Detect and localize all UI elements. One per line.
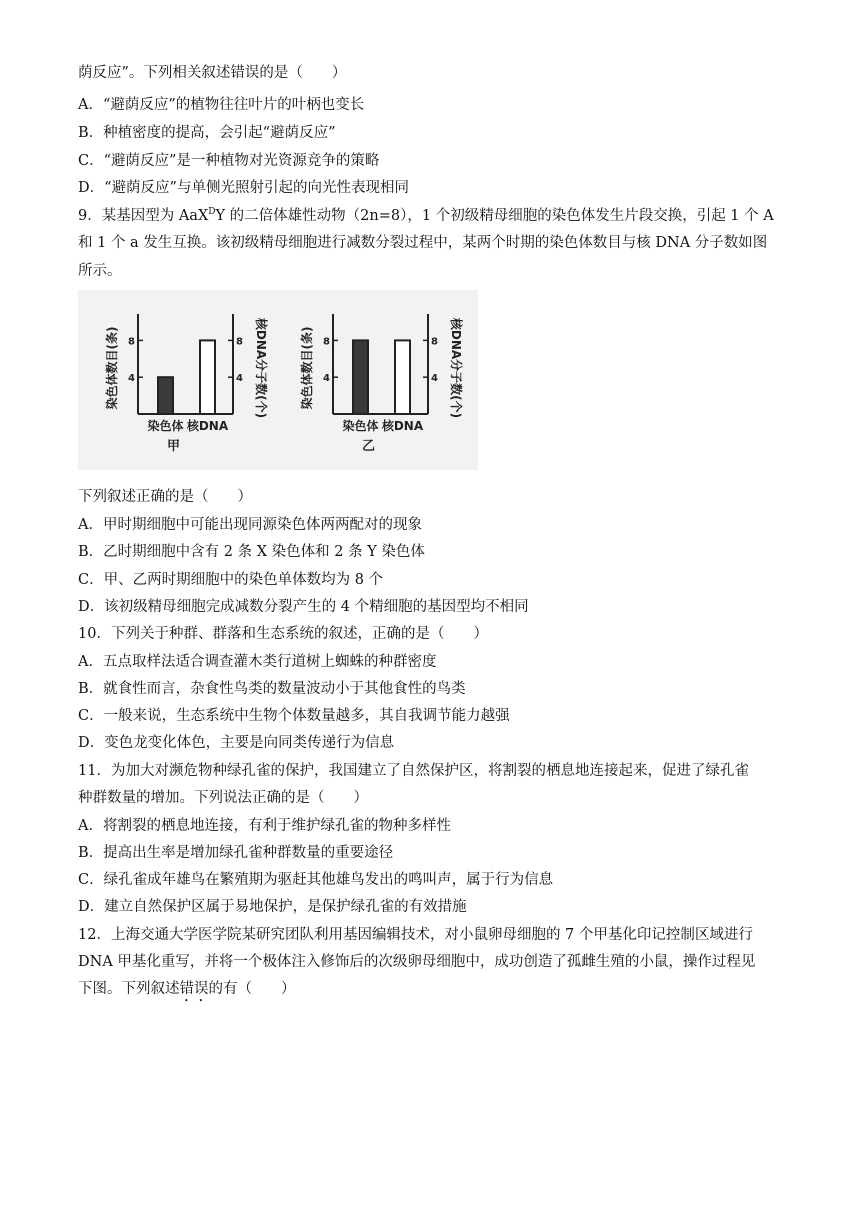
q12-stem-line3 [78, 980, 296, 1005]
q11-option-c: C．绿孔雀成年雄鸟在繁殖期为驱赶其他雄鸟发出的鸣叫声，属于行为信息 [78, 872, 554, 888]
category-label: 核DNA [381, 419, 424, 433]
q9-stem-part1: 9．某基因型为 AaX [78, 208, 209, 224]
y-axis-label-left: 染色体数目(条) [300, 326, 314, 410]
q9-question: 下列叙述正确的是（ ） [78, 489, 252, 505]
tick-label-left: 4 [323, 373, 330, 385]
category-label: 染色体 [147, 419, 184, 433]
tick-label-left: 4 [128, 373, 135, 385]
y-axis-label-right: 核DNA分子数(个) [449, 317, 463, 419]
tick-label-left: 8 [128, 336, 135, 348]
q9-stem-line3: 所示。 [78, 263, 122, 279]
q11-option-a: A．将割裂的栖息地连接，有利于维护绿孔雀的物种多样性 [78, 818, 451, 834]
q10-option-b: B．就食性而言，杂食性鸟类的数量波动小于其他食性的鸟类 [78, 681, 466, 697]
bar-chromosome [353, 340, 368, 414]
q9-stem-line2: 和 1 个 a 发生互换。该初级精母细胞进行减数分裂过程中，某两个时期的染色体数目与核 DNA 分子数如图 [78, 235, 768, 251]
q8-option-c: C．“避荫反应”是一种植物对光资源竞争的策略 [78, 153, 380, 169]
q11-stem-line1: 11．为加大对濒危物种绿孔雀的保护，我国建立了自然保护区，将割裂的栖息地连接起来，促进了绿孔雀 [78, 763, 749, 779]
q10-stem: 10．下列关于种群、群落和生态系统的叙述，正确的是（ ） [78, 626, 488, 642]
tick-label-left: 8 [323, 336, 330, 348]
category-label: 染色体 [342, 419, 379, 433]
y-axis-label-left: 染色体数目(条) [105, 326, 119, 410]
q9-figure [78, 290, 478, 470]
q12-stem-line2: DNA 甲基化重写，并将一个极体注入修饰后的次级卵母细胞中，成功创造了孤雌生殖的小鼠，操作过程见 [78, 954, 756, 970]
tick-label-right: 4 [236, 373, 243, 385]
y-axis-label-right: 核DNA分子数(个) [254, 317, 268, 419]
q8-stem-tail: 荫反应”。下列相关叙述错误的是（ ） [78, 65, 347, 81]
q12-emphasis: 错误 [179, 981, 209, 997]
tick-label-right: 8 [236, 336, 243, 348]
bar-nuclear-dna [200, 340, 215, 414]
q11-option-d: D．建立自然保护区属于易地保护，是保护绿孔雀的有效措施 [78, 899, 467, 915]
q12-stem-part1: 下图。下列叙述 [78, 981, 180, 997]
q12-stem-line1: 12．上海交通大学医学院某研究团队利用基因编辑技术，对小鼠卵母细胞的 7 个甲基化印记控制区域进行 [78, 927, 753, 943]
q9-option-c: C．甲、乙两时期细胞中的染色单体数均为 8 个 [78, 572, 384, 588]
q12-stem-part2: 的有（ ） [208, 981, 296, 997]
chart-caption: 甲 [166, 439, 181, 454]
bar-chromosome [158, 377, 173, 414]
q9-stem-line1 [78, 207, 774, 225]
q11-option-b: B．提高出生率是增加绿孔雀种群数量的重要途径 [78, 845, 394, 861]
q9-option-d: D．该初级精母细胞完成减数分裂产生的 4 个精细胞的基因型均不相同 [78, 599, 529, 615]
q10-option-c: C．一般来说，生态系统中生物个体数量越多，其自我调节能力越强 [78, 708, 510, 724]
tick-label-right: 4 [431, 373, 438, 385]
category-label: 核DNA [186, 419, 229, 433]
q10-option-a: A．五点取样法适合调查灌木类行道树上蜘蛛的种群密度 [78, 654, 437, 670]
q8-option-d: D．“避荫反应”与单侧光照射引起的向光性表现相同 [78, 180, 409, 196]
q9-option-b: B．乙时期细胞中含有 2 条 X 染色体和 2 条 Y 染色体 [78, 544, 425, 560]
q8-option-b: B．种植密度的提高，会引起“避荫反应” [78, 125, 336, 141]
tick-label-right: 8 [431, 336, 438, 348]
q9-stem-part2: Y 的二倍体雄性动物（2n=8），1 个初级精母细胞的染色体发生片段交换，引起 1 个 A [215, 208, 774, 224]
q8-option-a: A．“避荫反应”的植物往往叶片的叶柄也变长 [78, 97, 365, 113]
bar-nuclear-dna [395, 340, 410, 414]
chart-yi [299, 314, 464, 454]
q9-charts-svg [78, 290, 478, 470]
chart-jia [104, 314, 269, 454]
q9-option-a: A．甲时期细胞中可能出现同源染色体两两配对的现象 [78, 517, 422, 533]
q10-option-d: D．变色龙变化体色，主要是向同类传递行为信息 [78, 735, 395, 751]
chart-caption: 乙 [361, 439, 376, 454]
q9-genotype-sup: D [208, 207, 216, 217]
q11-stem-line2: 种群数量的增加。下列说法正确的是（ ） [78, 790, 368, 806]
